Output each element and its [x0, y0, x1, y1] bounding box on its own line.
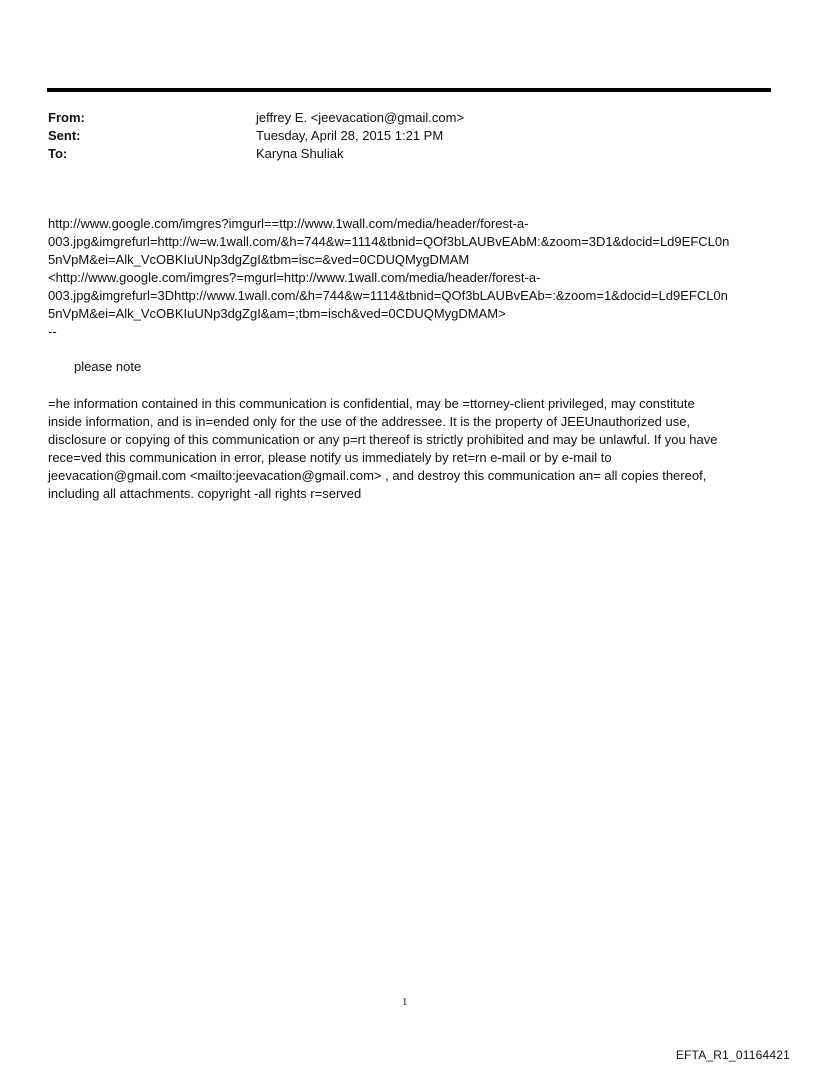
disclaimer-line: inside information, and is in=ended only for the use of the addressee. It is the property of JEEUnauthorized use,: [48, 414, 691, 429]
note-text: please note: [74, 359, 142, 374]
url-line: <http://www.google.com/imgres?=mgurl=http://www.1wall.com/media/header/forest-a-: [48, 270, 541, 285]
disclaimer-block: [48, 395, 776, 503]
url-line: 003.jpg&imgrefurl=http://w=w.1wall.com/&h=744&w=1114&tbnid=QOf3bLAUBvEAbM:&zoom=3D1&docid=Ld9EFCL0n: [48, 234, 730, 249]
url-block: [48, 215, 776, 341]
from-value: jeffrey E. <jeevacation@gmail.com>: [256, 110, 465, 125]
to-label: To:: [48, 146, 68, 161]
sent-value: Tuesday, April 28, 2015 1:21 PM: [256, 128, 444, 143]
bates-number: EFTA_R1_01164421: [675, 1048, 790, 1062]
url-line: http://www.google.com/imgres?imgurl==ttp://www.1wall.com/media/header/forest-a-: [48, 216, 529, 231]
from-label: From:: [48, 110, 85, 125]
disclaimer-line: =he information contained in this communication is confidential, may be =ttorney-client privileged, may constitute: [48, 396, 695, 411]
url-line: 5nVpM&ei=Alk_VcOBKIuUNp3dgZgI&am=;tbm=isch&ved=0CDUQMygDMAM>: [48, 306, 506, 321]
disclaimer-line: disclosure or copying of this communication or any p=rt thereof is strictly prohibited and may be unlawful. If you have: [48, 432, 718, 447]
url-line: 003.jpg&imgrefurl=3Dhttp://www.1wall.com/&h=744&w=1114&tbnid=QOf3bLAUBvEAb=:&zoom=1&docid=Ld9EFCL0n: [48, 288, 728, 303]
page-number: 1: [402, 996, 408, 1008]
disclaimer-line: jeevacation@gmail.com <mailto:jeevacation@gmail.com> , and destroy this communication an= all copies thereof,: [48, 468, 707, 483]
disclaimer-line: including all attachments. copyright -all rights r=served: [48, 486, 362, 501]
disclaimer-line: rece=ved this communication in error, please notify us immediately by ret=rn e-mail or by e-mail to: [48, 450, 612, 465]
to-value: Karyna Shuliak: [256, 146, 344, 161]
header-divider: [47, 88, 771, 92]
url-line: 5nVpM&ei=Alk_VcOBKIuUNp3dgZgI&tbm=isc=&ved=0CDUQMygDMAM: [48, 252, 470, 267]
separator-line: --: [48, 324, 57, 339]
sent-label: Sent:: [48, 128, 81, 143]
